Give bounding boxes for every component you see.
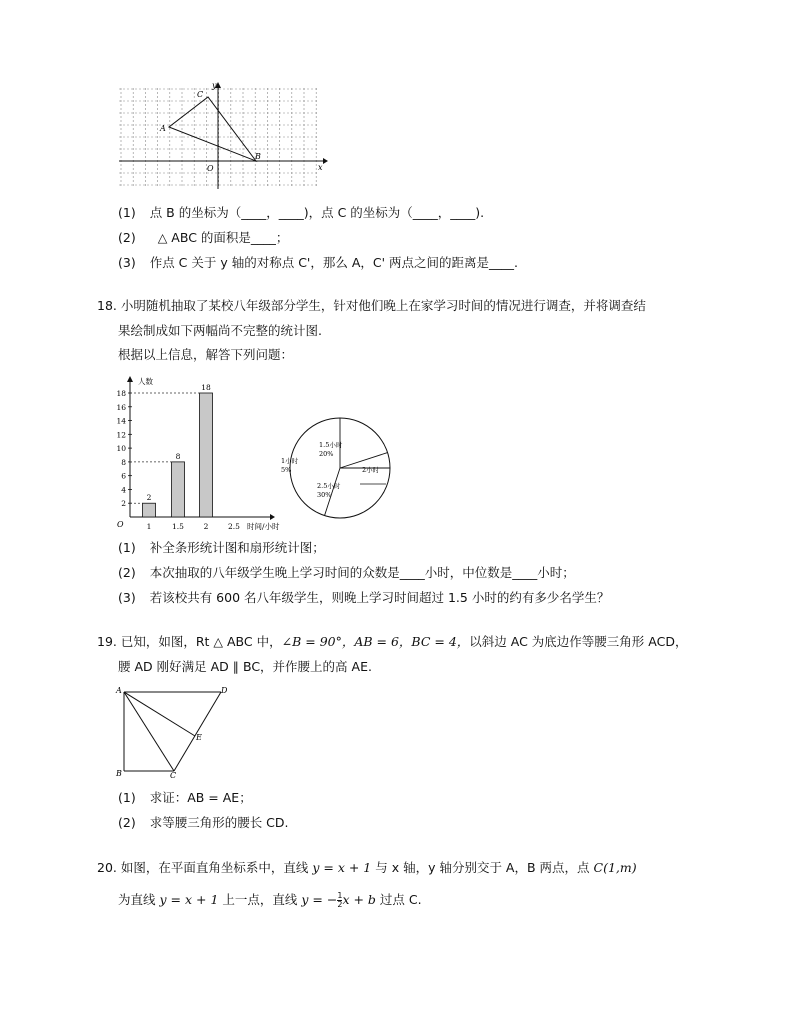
label-d: D <box>221 686 228 695</box>
pie-slice-label: 1小时 <box>281 457 299 465</box>
segment-ae <box>124 692 195 736</box>
pie-slice-percent: 30% <box>317 491 332 499</box>
pie-slice-label: 1.5小时 <box>319 441 343 449</box>
bar-ytick-label: 2 <box>121 499 126 509</box>
bar-ylabel: 人数 <box>138 377 153 386</box>
q17-item-3: (3) 作点 C 关于 y 轴的对称点 C'，那么 A，C' 两点之间的距离是____. <box>118 255 518 270</box>
label-b: B <box>255 152 261 161</box>
q19-diagram <box>112 684 232 780</box>
q18-intro-line-1: 18. 小明随机抽取了某校八年级部分学生，针对他们晚上在家学习时间的情况进行调查，并将调查结 <box>97 298 646 313</box>
bar-xtick-label: 1 <box>146 522 152 531</box>
bar-xlabel: 时间/小时 <box>247 522 280 531</box>
q20-statement-line-2: 为直线 y = x + 1 上一点，直线 y = − $\frac{1}{2}$ x + b 过点 C. <box>118 891 422 909</box>
q19-item-2: (2) 求等腰三角形的腰长 CD. <box>118 815 289 830</box>
segment-cd <box>174 692 221 771</box>
bar <box>200 393 213 517</box>
q18-item-1: (1) 补全条形统计图和扇形统计图； <box>118 540 325 555</box>
bar-xtick-label: 1.5 <box>172 522 184 531</box>
q19-statement-line-2: 腰 AD 刚好满足 AD ∥ BC，并作腰上的高 AE. <box>118 659 372 674</box>
q19-item-1: (1) 求证：AB = AE； <box>118 790 252 805</box>
bar <box>143 503 156 517</box>
q18-item-3: (3) 若该校共有 600 名八年级学生，则晚上学习时间超过 1.5 小时的约有多少名学生？ <box>118 590 610 605</box>
q17-item-1: (1) 点 B 的坐标为（____，____)，点 C 的坐标为（____，____). <box>118 205 485 220</box>
q18-intro-line-3: 根据以上信息，解答下列问题： <box>118 347 294 362</box>
pie-slice-percent: 20% <box>319 450 334 458</box>
segment-ac <box>124 692 174 771</box>
label-b: B <box>116 769 122 778</box>
bar-ytick-label: 8 <box>121 457 126 467</box>
bar-origin-label: O <box>117 520 124 529</box>
pie-slice-label: 2小时 <box>362 466 380 474</box>
label-y: y <box>212 81 217 90</box>
bar-x-axis-arrow <box>270 514 275 520</box>
label-c: C <box>197 90 204 99</box>
bar-ytick-label: 6 <box>121 471 126 481</box>
q18-bar-chart <box>110 366 285 534</box>
bar-ytick-label: 16 <box>116 402 126 412</box>
bar-xtick-label: 2.5 <box>228 522 240 531</box>
q18-intro-line-2: 果绘制成如下两幅尚不完整的统计图. <box>118 323 322 338</box>
bar-xtick-label: 2 <box>203 522 209 531</box>
x-axis-arrow <box>323 158 328 164</box>
bar-ytick-label: 4 <box>121 485 126 495</box>
label-origin: O <box>207 164 214 173</box>
bar-data-label: 18 <box>201 383 211 392</box>
q19-statement-line-1: 19. 已知，如图，Rt △ ABC 中，∠B = 90°，AB = 6，BC = 4，以斜边 AC 为底边作等腰三角形 ACD， <box>97 634 688 649</box>
q17-coordinate-grid <box>115 80 330 192</box>
q18-item-2: (2) 本次抽取的八年级学生晚上学习时间的众数是____小时，中位数是____小时； <box>118 565 575 580</box>
bar <box>172 462 185 517</box>
label-e: E <box>196 733 202 742</box>
bar-ytick-label: 14 <box>116 416 126 426</box>
pie-slice-percent: 5% <box>281 466 292 474</box>
q18-pie-chart <box>276 410 396 530</box>
bar-data-label: 8 <box>175 451 181 461</box>
label-a: A <box>116 686 122 695</box>
fraction-one-half: $\frac{1}{2}$ <box>337 891 343 909</box>
label-x: x <box>318 163 323 172</box>
q17-item-2: (2) △ ABC 的面积是____； <box>118 230 289 245</box>
q20-statement-line-1: 20. 如图，在平面直角坐标系中，直线 y = x + 1 与 x 轴，y 轴分别交于 A，B 两点，点 C(1,m) <box>97 860 637 875</box>
pie-slice-label: 2.5小时 <box>317 482 341 490</box>
label-a: A <box>160 124 166 133</box>
bar-y-axis-arrow <box>127 376 133 382</box>
bar-ytick-label: 18 <box>116 389 126 398</box>
label-c: C <box>170 771 177 780</box>
bar-ytick-label: 10 <box>116 444 126 454</box>
bar-ytick-label: 12 <box>116 430 126 440</box>
bar-data-label: 2 <box>146 493 152 503</box>
